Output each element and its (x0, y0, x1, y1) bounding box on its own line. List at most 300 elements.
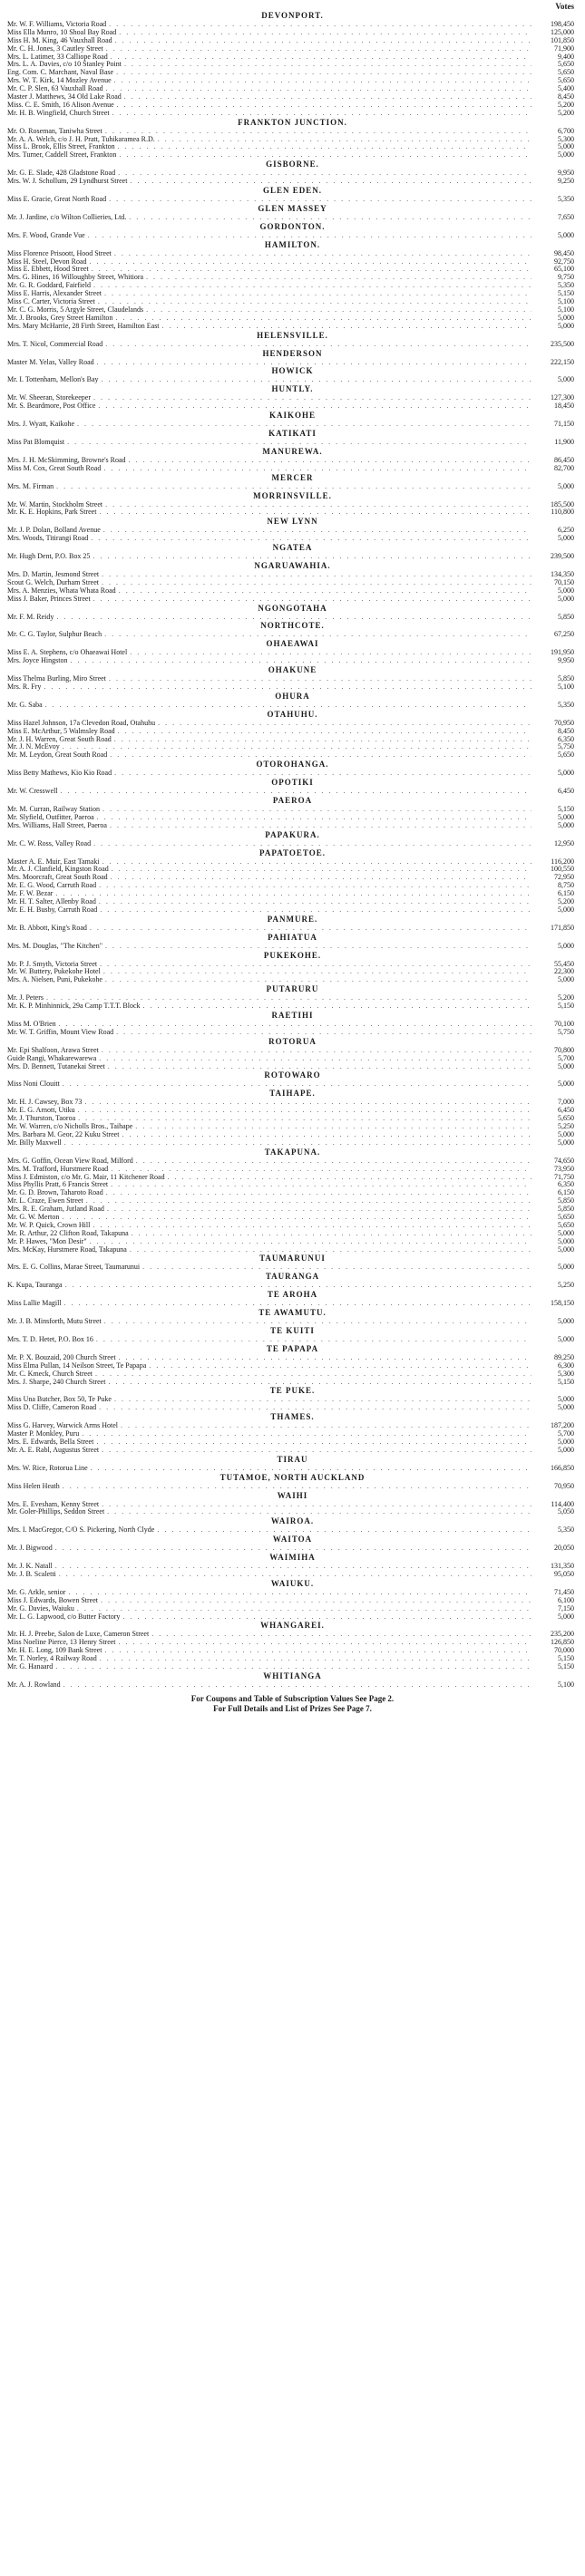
entrant-name: Mrs. D. Martin, Jesmond Street (7, 570, 100, 578)
entrant-name: Miss E. Gracie, Great North Road (7, 196, 107, 204)
entrant-name: Mr. L. Craze, Ewen Street (7, 1197, 83, 1206)
entrant-name: Miss E. Harris, Alexander Street (7, 290, 102, 298)
entrant-name: Mr. T. Norley, 4 Railway Road (7, 1655, 97, 1663)
town-heading: HELENSVILLE. (257, 330, 328, 340)
town-heading: NGONGOTAHA (258, 603, 327, 613)
dot-leader (116, 69, 531, 77)
entrant-name: Miss D. Cliffe, Cameron Road (7, 1404, 97, 1412)
footer-line-prizes: For Full Details and List of Prizes See Page 7. (213, 1703, 372, 1713)
dot-leader (111, 53, 531, 62)
dot-leader (55, 1545, 531, 1553)
vote-count: 89,250 (554, 1353, 574, 1361)
entry-row (7, 1157, 578, 1166)
entry-row (7, 315, 578, 323)
entry-row (7, 961, 578, 969)
vote-count: 5,000 (558, 1245, 574, 1254)
entrant-name: Mr. M. Leydon, Great South Road (7, 751, 108, 760)
entrant-name: Mr. W. Martin, Stockholm Street (7, 500, 103, 508)
entrant-name: Miss J. Edmiston, c/o Mr. G. Mair, 11 Kitchener Road (7, 1173, 165, 1181)
town-heading: OTAHUHU. (267, 709, 318, 719)
dot-leader (115, 37, 531, 45)
vote-count: 5,000 (558, 976, 574, 984)
entry-row (7, 1206, 578, 1214)
entry-row (7, 1181, 578, 1189)
entrant-name: Mrs. R. E. Graham, Jutland Road (7, 1206, 104, 1214)
dot-leader (102, 1447, 531, 1455)
vote-count: 5,300 (558, 1370, 574, 1378)
entrant-name: Mr. P. J. Smyth, Victoria Street (7, 960, 98, 968)
entrant-name: Mr. J. Bigwood (7, 1545, 53, 1553)
entry-row (7, 1404, 578, 1412)
town-heading: NORTHCOTE. (260, 621, 325, 631)
town-heading: PAPATOETOE. (259, 847, 326, 857)
vote-count: 5,650 (558, 1221, 574, 1229)
entry-row (7, 196, 578, 204)
dot-leader (67, 439, 531, 447)
entrant-name: Mr. P. X. Bouzaid, 200 Church Street (7, 1353, 116, 1361)
vote-count: 5,000 (558, 586, 574, 595)
entry-row (7, 1131, 578, 1139)
entry-row (7, 1597, 578, 1605)
entry-row (7, 258, 578, 266)
entrant-name: Mr. E. G. Arnott, Utiku (7, 1107, 75, 1115)
dot-leader (63, 1483, 531, 1491)
dot-leader (44, 683, 531, 692)
vote-count: 6,700 (558, 127, 574, 135)
entrant-name: Miss Thelma Burling, Miro Street (7, 675, 106, 683)
entry-row (7, 1545, 578, 1553)
entrant-name: Miss Phyllis Pratt, 6 Francis Street (7, 1181, 109, 1189)
entrant-name: Miss Lallie Magill (7, 1300, 62, 1308)
entry-row (7, 136, 578, 144)
entrant-name: Mr. H. J. Preebe, Salon de Luxe, Cameron Street (7, 1631, 150, 1639)
dot-leader (105, 341, 531, 349)
entry-row (7, 994, 578, 1002)
town-heading: PUTARURU (266, 984, 319, 994)
vote-count: 5,000 (558, 1318, 574, 1326)
entrant-name: Mr. Goler-Phillips, Seddon Street (7, 1508, 105, 1516)
dot-leader (111, 1181, 531, 1189)
vote-count: 9,950 (558, 657, 574, 665)
entrant-name: Mrs. G. Goffin, Ocean View Road, Milford (7, 1157, 133, 1165)
entrant-name: Mrs. E. Evesham, Kenny Street (7, 1500, 100, 1508)
vote-count: 98,450 (554, 249, 574, 257)
dot-leader (130, 649, 531, 657)
dot-leader (109, 21, 531, 29)
town-heading: PANMURE. (267, 914, 318, 924)
town-heading: OTOROHANGA. (256, 760, 329, 770)
entry-row (7, 683, 578, 692)
dot-leader (59, 1021, 531, 1029)
entry-row (7, 631, 578, 639)
entry-row (7, 1189, 578, 1197)
entrant-name: Mrs. M. Trafford, Hurstmere Road (7, 1165, 109, 1173)
dot-leader (158, 136, 531, 144)
entry-row (7, 770, 578, 778)
vote-count: 5,150 (558, 1655, 574, 1663)
entrant-name: Mr. A. A. Welch, c/o J. H. Pratt, Tuhikaramea R.D. (7, 135, 155, 143)
entry-row (7, 169, 578, 178)
dot-leader (108, 1063, 531, 1071)
vote-count: 5,000 (558, 231, 574, 239)
entry-row (7, 1362, 578, 1370)
entry-row (7, 968, 578, 976)
dot-leader (146, 274, 531, 282)
entry-row (7, 1055, 578, 1063)
vote-count: 71,750 (554, 1173, 574, 1181)
entry-row (7, 1246, 578, 1254)
vote-count: 5,000 (558, 770, 574, 778)
vote-count: 134,350 (551, 570, 574, 578)
town-heading: TAUMARUNUI (259, 1254, 326, 1264)
entrant-name: Mr. R. Arthur, 22 Clifton Road, Takapuna (7, 1229, 129, 1237)
entrant-name: Miss J. Edwards, Bowen Street (7, 1596, 98, 1604)
entrant-name: Mr. E. G. Wood, Carruth Road (7, 882, 97, 890)
entry-row (7, 788, 578, 796)
entry-row (7, 508, 578, 517)
town-heading: TAKAPUNA. (264, 1147, 321, 1157)
dot-leader (130, 1246, 531, 1254)
entry-row (7, 1501, 578, 1509)
entry-row (7, 1430, 578, 1438)
dot-leader (102, 579, 531, 587)
dot-leader (90, 258, 531, 266)
dot-leader (124, 93, 531, 102)
dot-leader (78, 1107, 531, 1115)
dot-leader (70, 657, 531, 665)
vote-count: 5,000 (558, 1062, 574, 1070)
entrant-name: Mr. W. T. Griffin, Mount View Road (7, 1028, 114, 1036)
dot-leader (93, 553, 531, 561)
vote-count: 5,250 (558, 1282, 574, 1290)
dot-leader (93, 840, 531, 848)
dot-leader (82, 1430, 531, 1438)
entry-row (7, 128, 578, 136)
entry-row (7, 1526, 578, 1535)
dot-leader (96, 1438, 531, 1447)
entry-row (7, 751, 578, 760)
dot-leader (90, 925, 531, 933)
dot-leader (63, 1681, 531, 1690)
vote-count: 82,700 (554, 464, 574, 472)
vote-count: 5,650 (558, 751, 574, 760)
entry-row (7, 1447, 578, 1455)
entrant-name: Mr. F. M. Reidy (7, 613, 54, 621)
vote-count: 5,350 (558, 701, 574, 709)
entry-row (7, 675, 578, 683)
town-heading: KATIKATI (268, 428, 317, 438)
entry-row (7, 85, 578, 93)
entrant-name: Miss Elma Pullan, 14 Neilson Street, Te Papapa (7, 1361, 147, 1370)
vote-count: 9,400 (558, 53, 574, 61)
town-heading: PUKEKOHE. (263, 950, 322, 960)
vote-count: 72,950 (554, 874, 574, 882)
dot-leader (99, 508, 531, 517)
vote-count: 5,000 (558, 813, 574, 821)
dot-leader (105, 943, 531, 951)
entry-row (7, 376, 578, 384)
entry-row (7, 1282, 578, 1290)
dot-leader (103, 968, 531, 976)
entry-row (7, 806, 578, 814)
vote-count: 70,950 (554, 719, 574, 727)
entry-row (7, 890, 578, 898)
dot-leader (93, 1222, 531, 1230)
dot-leader (107, 1206, 531, 1214)
dot-leader (111, 1166, 531, 1174)
entry-row (7, 814, 578, 822)
entrant-name: Mr. C. P. Slen, 63 Vauxhall Road (7, 85, 103, 93)
dot-leader (63, 1080, 531, 1089)
entrant-name: Miss C. Carter, Victoria Street (7, 298, 95, 306)
entrant-name: Miss Florence Prisoott, Hood Street (7, 249, 112, 257)
dot-leader (102, 806, 531, 814)
entry-row (7, 1047, 578, 1055)
entry-row (7, 266, 578, 274)
town-heading: PAHIATUA (268, 932, 317, 942)
town-heading: THAMES. (270, 1412, 315, 1422)
dot-leader (95, 1370, 531, 1379)
entrant-name: Mrs. W. T. Kirk, 14 Mozley Avenue (7, 77, 112, 85)
dot-leader (61, 788, 531, 796)
vote-count: 70,950 (554, 1482, 574, 1490)
entrant-name: Miss L. Brook, Ellis Street, Frankton (7, 143, 115, 151)
vote-count: 5,150 (558, 1378, 574, 1386)
entrant-name: Mr. S. Beardmore, Post Office (7, 402, 96, 411)
entry-row (7, 943, 578, 951)
vote-count: 6,450 (558, 1107, 574, 1115)
entrant-name: Miss Noni Clouitt (7, 1080, 60, 1089)
entrant-name: Miss Pat Blomquist (7, 438, 65, 446)
entrant-name: Mr. O. Roseman, Taniwha Street (7, 127, 102, 135)
town-heading: OHAEAWAI (266, 639, 319, 649)
vote-count: 101,850 (551, 36, 574, 44)
entrant-name: Mrs. J. Sharpe, 240 Church Street (7, 1378, 106, 1386)
town-heading: GLEN EDEN. (262, 186, 322, 196)
dot-leader (119, 29, 531, 37)
entrant-name: Miss Hazel Johnson, 17a Clevedon Road, Otahuhu (7, 719, 156, 727)
town-heading: HUNTLY. (271, 384, 314, 394)
vote-count: 191,950 (551, 649, 574, 657)
dot-leader (132, 1230, 531, 1238)
vote-count: 5,650 (558, 77, 574, 85)
dot-leader (77, 1605, 531, 1613)
entrant-name: Mr. J. Jardine, c/o Wilton Collieries, Ltd. (7, 213, 127, 221)
entry-row (7, 1139, 578, 1148)
entrant-name: Mr. G. E. Slade, 428 Gladstone Road (7, 169, 116, 178)
entry-row (7, 402, 578, 411)
entrant-name: Mrs. Moorcraft, Great South Road (7, 874, 108, 882)
dot-leader (104, 1647, 531, 1655)
entrant-name: Mr. G. Saba (7, 701, 43, 709)
entry-row (7, 587, 578, 596)
entry-row (7, 1370, 578, 1379)
entry-row (7, 571, 578, 579)
entry-row (7, 290, 578, 298)
entrant-name: Mr. L. G. Lapwood, c/o Butter Factory (7, 1612, 121, 1621)
vote-count: 116,200 (551, 857, 574, 866)
vote-count: 5,000 (558, 1335, 574, 1343)
entry-row (7, 596, 578, 604)
entry-row (7, 457, 578, 465)
dot-leader (149, 1362, 531, 1370)
entrant-name: Mrs. W. Rice, Rotorua Line (7, 1464, 88, 1472)
vote-count: 5,700 (558, 1054, 574, 1062)
entry-row (7, 1663, 578, 1671)
entrant-name: Mr. F. W. Bezar (7, 890, 54, 898)
entrant-name: Miss E. Ebbett, Hood Street (7, 266, 89, 274)
vote-count: 7,150 (558, 1604, 574, 1612)
entry-row (7, 720, 578, 728)
vote-count: 5,850 (558, 1206, 574, 1214)
entry-row (7, 1123, 578, 1131)
town-heading: WAIHI (277, 1490, 308, 1500)
entry-row (7, 1681, 578, 1690)
entry-row (7, 1238, 578, 1246)
town-heading: WAIUKU. (270, 1578, 315, 1588)
entry-row (7, 143, 578, 151)
entry-row (7, 898, 578, 906)
town-heading: PAEROA (272, 796, 313, 805)
dot-leader (104, 290, 531, 298)
entrant-name: Mr. P. Hawes, "Mon Desir" (7, 1237, 87, 1245)
town-heading: TUTAMOE, NORTH AUCKLAND (219, 1472, 366, 1482)
entry-row (7, 214, 578, 222)
vote-count: 5,000 (558, 1404, 574, 1412)
town-heading: RAETIHI (271, 1011, 314, 1021)
vote-count: 5,000 (558, 1446, 574, 1454)
entry-row (7, 649, 578, 657)
entry-row (7, 553, 578, 561)
vote-count: 8,450 (558, 727, 574, 735)
entry-row (7, 1422, 578, 1430)
vote-count: 5,000 (558, 482, 574, 490)
vote-count: 5,000 (558, 905, 574, 914)
dot-leader (114, 1396, 531, 1404)
town-heading: TE PAPAPA (266, 1343, 319, 1353)
dot-leader (86, 1197, 531, 1206)
dot-leader (56, 483, 531, 491)
vote-count: 5,150 (558, 1663, 574, 1671)
entrant-name: Mrs. T. Nicol, Commercial Road (7, 340, 103, 348)
dot-leader (119, 587, 531, 596)
dot-leader (102, 858, 531, 867)
entry-row (7, 1002, 578, 1011)
entry-row (7, 1063, 578, 1071)
entrant-name: Mr. B. Abbott, King's Road (7, 924, 87, 932)
dot-leader (136, 1157, 531, 1166)
entrant-name: Miss Noeline Pierce, 13 Henry Street (7, 1639, 116, 1647)
entrant-name: Mrs. L. Latimer, 33 Calliope Road (7, 53, 108, 61)
vote-count: 127,300 (551, 394, 574, 402)
dot-leader (119, 1639, 531, 1647)
entrant-name: Mr. J. P. Dolan, Bolland Avenue (7, 527, 101, 535)
town-heading: MANUREWA. (262, 446, 323, 456)
entrant-name: Mrs. E. G. Collins, Marae Street, Taumarunui (7, 1264, 141, 1272)
vote-count: 239,500 (551, 553, 574, 561)
dot-leader (97, 814, 531, 822)
entrant-name: Mr. G. Hanaard (7, 1663, 54, 1671)
vote-count: 171,850 (551, 924, 574, 932)
vote-count: 5,150 (558, 290, 574, 298)
entry-row (7, 323, 578, 331)
vote-count: 5,000 (558, 151, 574, 160)
entry-row (7, 439, 578, 447)
town-heading: PAPAKURA. (265, 829, 320, 839)
dot-leader (110, 822, 531, 830)
dot-leader (68, 1589, 531, 1597)
entry-row (7, 1589, 578, 1597)
entry-row (7, 1166, 578, 1174)
dot-leader (99, 1404, 531, 1412)
entrant-name: Mrs. F. Wood, Grande Vue (7, 231, 85, 239)
entry-row (7, 728, 578, 736)
town-heading: TAURANGA (265, 1272, 320, 1282)
entrant-name: Mrs. J. Wyatt, Kaikohe (7, 421, 75, 429)
entry-row (7, 1655, 578, 1663)
town-heading: TE KUITI (270, 1325, 315, 1335)
vote-count: 5,000 (558, 942, 574, 950)
vote-count: 100,550 (551, 866, 574, 874)
entrant-name: Mrs. G. Hines, 16 Willoughby Street, Whitiora (7, 274, 144, 282)
entry-row (7, 702, 578, 710)
town-heading: DEVONPORT. (261, 11, 324, 20)
entry-row (7, 866, 578, 874)
dot-leader (109, 196, 531, 204)
entry-row (7, 1508, 578, 1516)
entrant-name: Mr. K. P. Minhinnick, 29a Camp T.T.T. Block (7, 1002, 141, 1011)
vote-count: 71,900 (554, 44, 574, 53)
vote-count: 185,500 (551, 500, 574, 508)
entry-row (7, 359, 578, 367)
entrant-name: Mrs. W. J. Schollum, 29 Lyndhurst Street (7, 178, 128, 186)
entrant-name: Mrs. R. Fry (7, 683, 42, 691)
entrant-name: Mr. C. G. Taylor, Sulphur Beach (7, 631, 102, 639)
dot-leader (63, 743, 531, 751)
dot-leader (122, 1131, 531, 1139)
dot-leader (100, 906, 531, 915)
dot-leader (112, 110, 531, 118)
entry-row (7, 394, 578, 402)
vote-count: 86,450 (554, 456, 574, 464)
dot-leader (109, 675, 531, 683)
entrant-name: Master M. Yelas, Valley Road (7, 358, 94, 366)
dot-leader (45, 702, 531, 710)
entry-row (7, 93, 578, 102)
entrant-name: Mrs. T. D. Hetet, P.O. Box 16 (7, 1335, 93, 1343)
dot-leader (106, 1189, 531, 1197)
entry-row (7, 743, 578, 751)
vote-count: 5,150 (558, 806, 574, 813)
vote-count: 18,450 (554, 402, 574, 411)
entry-row (7, 1107, 578, 1115)
town-heading: MERCER (271, 472, 314, 482)
vote-count: 5,750 (558, 743, 574, 751)
entrant-name: Master J. Matthews, 34 Old Lake Road (7, 93, 122, 102)
dot-leader (100, 961, 531, 969)
dot-leader (112, 866, 531, 874)
entry-row (7, 1396, 578, 1404)
vote-count: 6,300 (558, 1361, 574, 1370)
competition-listing (7, 11, 578, 1690)
vote-count: 22,300 (554, 968, 574, 976)
entrant-name: Mrs. Barbara M. Geor, 22 Kuku Street (7, 1130, 120, 1138)
vote-count: 5,000 (558, 1138, 574, 1147)
dot-leader (93, 282, 531, 290)
entrant-name: Mrs. A. Nielsen, Puni, Pukekohe (7, 976, 102, 984)
entry-row (7, 102, 578, 110)
entrant-name: Mrs. Williams, Hall Street, Paeroa (7, 821, 107, 829)
